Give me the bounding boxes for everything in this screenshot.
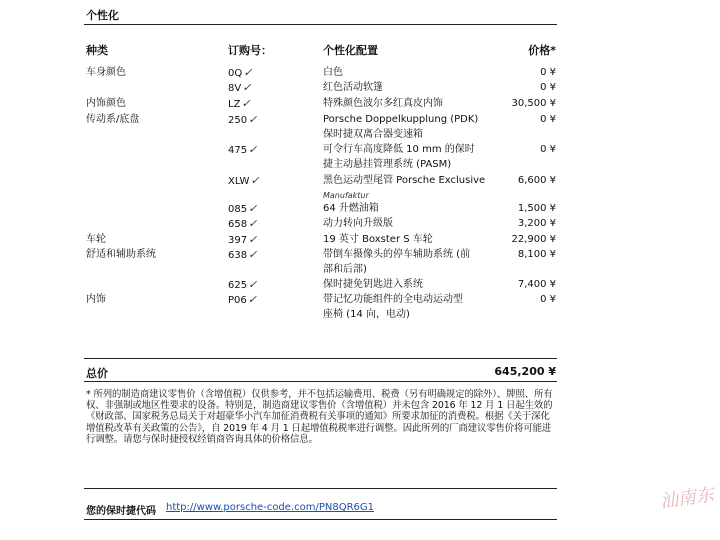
- option-config-line: Porsche Doppelkupplung (PDK): [323, 114, 479, 125]
- option-price: 0 ¥: [540, 82, 556, 93]
- option-code-cell: [228, 174, 260, 188]
- option-code: 250: [228, 115, 248, 126]
- total-divider-top: [84, 358, 557, 359]
- price-footnote: * 所列的制造商建议零售价（含增值税）仅供参考，并不包括运输费用、税费（另有明确规定的除外）、牌照、所有权、非强制或地区性要求的设备。特别是，制造商建议零售价（含增值税）并未包含 2016 年 12 月 1 日起生效的《财政部、国家税务总局关于对超豪华小汽车加征消费税有关事项的通知》所要求加征的消费税。根据《关于深化增值税改革有关政策的公告》，自 2019 年 4 月 1 日起增值税税率进行调整。因此所列的厂商建议零售价将可能进行调整。请您与保时捷授权经销商咨询具体的价格信息。: [86, 389, 553, 445]
- option-config-line: 红色活动软篷: [323, 82, 383, 93]
- option-code: 085: [228, 204, 248, 215]
- option-category: 内饰颜色: [86, 98, 126, 109]
- option-code-cell: [228, 97, 251, 111]
- option-code-cell: [228, 217, 257, 231]
- checkmark-icon: ✓: [248, 233, 258, 246]
- option-price: 6,600 ¥: [517, 175, 556, 186]
- option-category: 车身颜色: [86, 67, 126, 78]
- option-code: LZ: [228, 99, 241, 110]
- checkmark-icon: ✓: [248, 278, 258, 291]
- option-config-line: 动力转向升级版: [323, 218, 393, 229]
- option-code: 397: [228, 235, 248, 246]
- header-price: 价格*: [528, 44, 556, 57]
- checkmark-icon: ✓: [248, 143, 258, 156]
- option-config-line: 19 英寸 Boxster S 车轮: [323, 234, 433, 245]
- option-code: 0Q: [228, 68, 243, 79]
- option-code-cell: [228, 113, 257, 127]
- option-price: 22,900 ¥: [511, 234, 556, 245]
- option-config-line: 带记忆功能组件的全电动运动型: [323, 294, 463, 305]
- checkmark-icon: ✓: [241, 97, 251, 110]
- option-config-line: Manufaktur: [323, 191, 369, 200]
- option-config-line: 捷主动悬挂管理系统 (PASM): [323, 159, 452, 170]
- top-divider: [84, 24, 557, 25]
- option-config-line: 部和后部): [323, 264, 367, 275]
- option-code-cell: [228, 233, 257, 247]
- checkmark-icon: ✓: [248, 217, 258, 230]
- total-divider-bottom: [84, 381, 557, 382]
- option-code: P06: [228, 295, 247, 306]
- code-divider-bottom: [84, 519, 557, 520]
- option-category: 内饰: [86, 294, 106, 305]
- option-code-cell: [228, 248, 257, 262]
- option-code-cell: [228, 202, 257, 216]
- header-code: 订购号：: [228, 44, 272, 57]
- option-code: 625: [228, 280, 248, 291]
- checkmark-icon: ✓: [248, 113, 258, 126]
- total-value: 645,200 ¥: [494, 365, 556, 378]
- header-category: 种类: [86, 44, 108, 57]
- porsche-code-label: 您的保时捷代码: [86, 506, 156, 517]
- option-price: 30,500 ¥: [511, 98, 556, 109]
- option-price: 3,200 ¥: [517, 218, 556, 229]
- option-price: 0 ¥: [540, 67, 556, 78]
- checkmark-icon: ✓: [242, 81, 252, 94]
- checkmark-icon: ✓: [247, 293, 257, 306]
- option-config-line: 带倒车摄像头的停车辅助系统 (前: [323, 249, 471, 260]
- option-config-line: 可令行车高度降低 10 mm 的保时: [323, 144, 475, 155]
- section-title: 个性化: [86, 9, 119, 22]
- option-code-cell: [228, 293, 257, 307]
- option-price: 8,100 ¥: [517, 249, 556, 260]
- option-price: 1,500 ¥: [517, 203, 556, 214]
- option-category: 舒适和辅助系统: [86, 249, 156, 260]
- option-config-line: 黑色运动型尾管 Porsche Exclusive: [323, 175, 486, 186]
- option-code-cell: [228, 81, 251, 95]
- option-code: 638: [228, 250, 248, 261]
- option-config-line: 64 升燃油箱: [323, 203, 379, 214]
- option-price: 7,400 ¥: [517, 279, 556, 290]
- option-price: 0 ¥: [540, 144, 556, 155]
- option-config-line: 保时捷双离合器变速箱: [323, 129, 423, 140]
- checkmark-icon: ✓: [248, 248, 258, 261]
- checkmark-icon: ✓: [248, 202, 258, 215]
- option-config-line: 保时捷免钥匙进入系统: [323, 279, 423, 290]
- option-code: 8V: [228, 83, 242, 94]
- option-category: 车轮: [86, 234, 106, 245]
- option-config-line: 特殊颜色波尔多红真皮内饰: [323, 98, 443, 109]
- checkmark-icon: ✓: [243, 66, 253, 79]
- option-config-line: 座椅 (14 向，电动): [323, 309, 410, 320]
- option-code-cell: [228, 278, 257, 292]
- code-divider-top: [84, 488, 557, 489]
- option-price: 0 ¥: [540, 294, 556, 305]
- option-code: 658: [228, 219, 248, 230]
- option-category: 传动系/底盘: [86, 114, 140, 125]
- option-code: 475: [228, 145, 248, 156]
- option-code-cell: [228, 143, 257, 157]
- checkmark-icon: ✓: [250, 174, 260, 187]
- option-code: XLW: [228, 176, 250, 187]
- dealer-stamp: 汕南东: [658, 484, 716, 513]
- option-code-cell: [228, 66, 252, 80]
- header-config: 个性化配置: [323, 44, 378, 57]
- option-config-line: 白色: [323, 67, 343, 78]
- porsche-code-link[interactable]: http://www.porsche-code.com/PN8QR6G1: [166, 502, 375, 513]
- total-label: 总价: [86, 367, 108, 380]
- option-price: 0 ¥: [540, 114, 556, 125]
